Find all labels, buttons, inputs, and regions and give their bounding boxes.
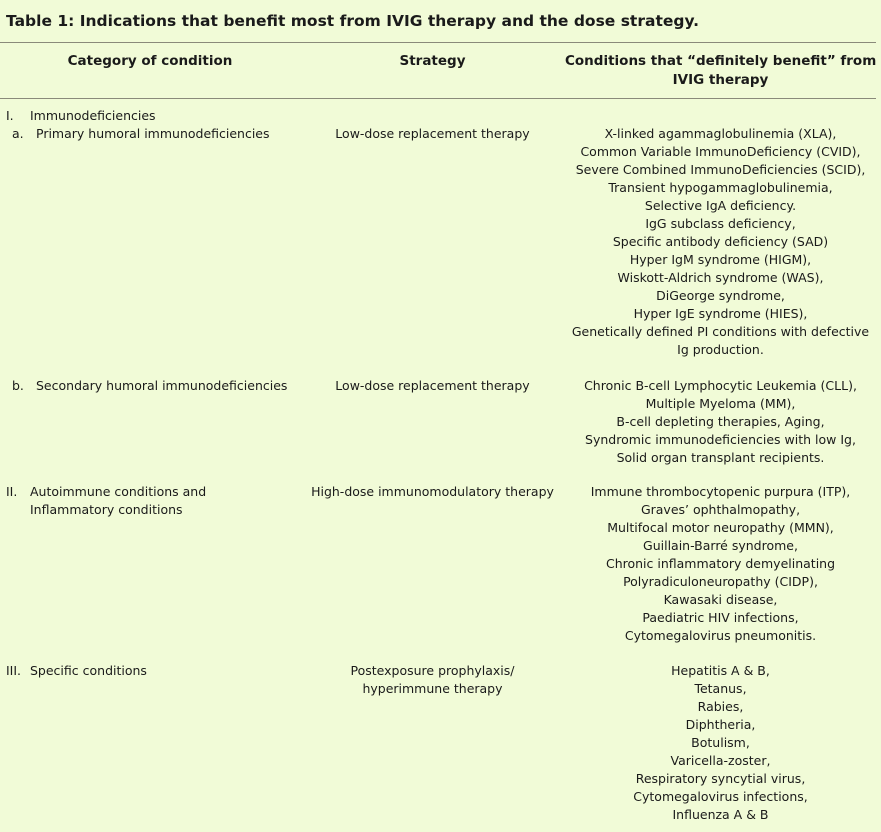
secondary-letter: b. [12,378,24,393]
condition-item: Hyper IgM syndrome (HIGM), [629,252,812,267]
condition-item: Common Variable ImmunoDeficiency (CVID), [580,144,861,159]
condition-item: Graves’ ophthalmopathy, [640,502,801,517]
section-immuno-numeral: I. [6,108,14,123]
condition-item: DiGeorge syndrome, [656,288,785,303]
condition-item: Chronic B-cell Lymphocytic Leukemia (CLL), [584,378,857,393]
condition-item: Multifocal motor neuropathy (MMN), [607,520,834,535]
condition-item: Diphtheria, [685,717,756,732]
primary-conditions [565,125,876,359]
autoimmune-strategy: High-dose immunomodulatory therapy [311,484,554,499]
condition-item: Selective IgA deficiency. [644,198,797,213]
autoimmune-numeral: II. [6,484,18,499]
secondary-label: Secondary humoral immunodeficiencies [36,378,288,393]
condition-item: B-cell depleting therapies, Aging, [616,414,825,429]
autoimmune-label-line1: Autoimmune conditions and [30,484,207,499]
condition-item: Kawasaki disease, [663,592,778,607]
condition-item: X-linked agammaglobulinemia (XLA), [604,126,837,141]
condition-item: Syndromic immunodeficiencies with low Ig, [585,432,856,447]
condition-item: Immune thrombocytopenic purpura (ITP), [590,484,851,499]
autoimmune-label-line2: Inflammatory conditions [30,502,183,517]
condition-item: Guillain-Barré syndrome, [643,538,798,553]
condition-item: Ig production. [677,342,764,357]
condition-item: Respiratory syncytial virus, [635,771,806,786]
top-rule [0,42,876,43]
header-strategy: Strategy [399,53,466,69]
condition-item: Specific antibody deficiency (SAD) [612,234,829,249]
condition-item: Polyradiculoneuropathy (CIDP), [623,574,818,589]
specific-label: Specific conditions [30,663,147,678]
condition-item: IgG subclass deficiency, [645,216,796,231]
condition-item: Varicella-zoster, [670,753,771,768]
condition-item: Paediatric HIV infections, [642,610,799,625]
condition-item: Botulism, [691,735,750,750]
specific-strategy-line2: hyperimmune therapy [362,681,503,696]
primary-strategy: Low-dose replacement therapy [335,126,530,141]
section-immuno-label: Immunodeficiencies [30,108,156,123]
condition-item: Severe Combined ImmunoDeficiencies (SCID), [575,162,866,177]
condition-item: Multiple Myeloma (MM), [645,396,796,411]
autoimmune-conditions [565,483,876,645]
primary-letter: a. [12,126,24,141]
header-conditions-line1: Conditions that “definitely benefit” from [565,53,877,69]
specific-strategy-line1: Postexposure prophylaxis/ [350,663,515,678]
header-category: Category of condition [67,53,233,69]
primary-label: Primary humoral immunodeficiencies [36,126,270,141]
header-conditions-line2: IVIG therapy [672,72,769,88]
condition-item: Cytomegalovirus pneumonitis. [624,628,817,643]
condition-item: Wiskott-Aldrich syndrome (WAS), [617,270,824,285]
table-title: Table 1: Indications that benefit most from IVIG therapy and the dose strategy. [6,12,700,30]
specific-conditions [565,662,876,824]
condition-item: Hepatitis A & B, [671,663,770,678]
condition-item: Hyper IgE syndrome (HIES), [633,306,808,321]
header-conditions [565,52,876,90]
autoimmune-label [30,483,206,519]
condition-item: Tetanus, [694,681,747,696]
specific-strategy [300,662,565,698]
condition-item: Solid organ transplant recipients. [616,450,825,465]
secondary-strategy: Low-dose replacement therapy [335,378,530,393]
condition-item: Genetically defined PI conditions with defective [571,324,870,339]
condition-item: Transient hypogammaglobulinemia, [608,180,833,195]
condition-item: Chronic inflammatory demyelinating [605,556,836,571]
specific-numeral: III. [6,663,22,678]
condition-item: Rabies, [697,699,744,714]
condition-item: Influenza A & B [672,807,769,822]
header-rule [0,98,876,99]
condition-item: Cytomegalovirus infections, [633,789,808,804]
secondary-conditions [565,377,876,467]
